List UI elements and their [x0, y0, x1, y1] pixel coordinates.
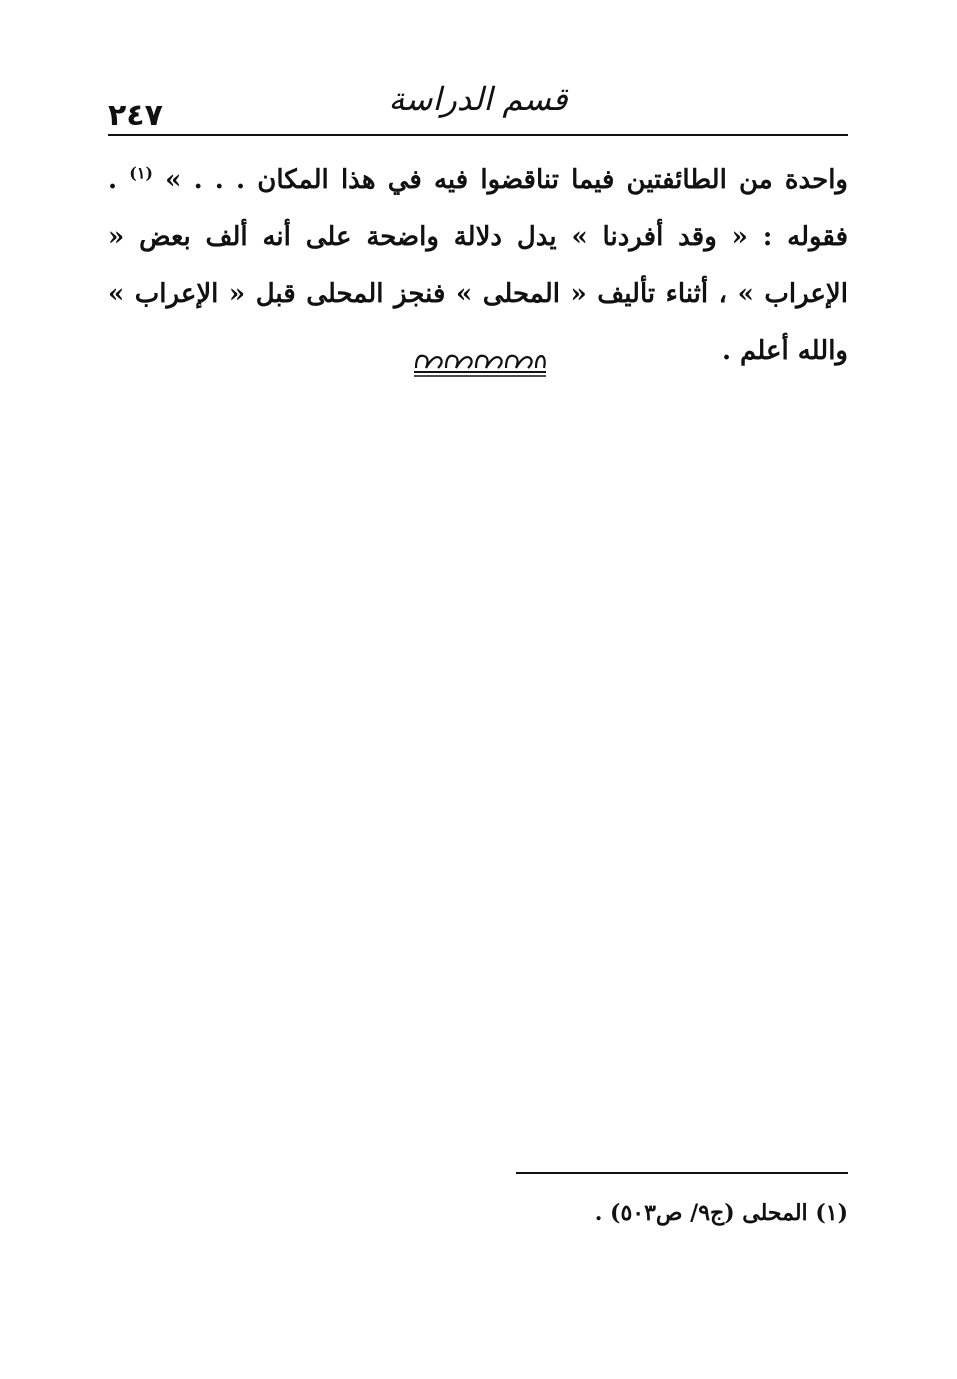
footnote-text: المحلى (ج٩/ ص٥٠٣) .: [594, 1200, 808, 1226]
footnote: [108, 1200, 848, 1226]
body-paragraph: [108, 152, 848, 380]
paragraph-text-2: . فقوله : « وقد أفردنا » يدل دلالة واضحة على أنه ألف بعض « الإعراب » ، أثناء تأليف « المحلى » فنجز المحلى قبل « الإعراب » والله أعلم .: [108, 165, 848, 366]
section-title: قسم الدراسة: [388, 80, 568, 118]
page-header: [108, 78, 848, 136]
footnote-marker: (١): [815, 1200, 848, 1226]
footnote-reference: (١): [129, 163, 153, 183]
header-rule: [108, 134, 848, 136]
page-number: ٢٤٧: [108, 98, 163, 133]
body-text: [108, 152, 848, 380]
section-end-ornament: [410, 348, 550, 378]
paragraph-text-1: واحدة من الطائفتين فيما تناقضوا فيه في هذا المكان . . . »: [165, 165, 848, 195]
footnote-separator: [516, 1172, 848, 1174]
